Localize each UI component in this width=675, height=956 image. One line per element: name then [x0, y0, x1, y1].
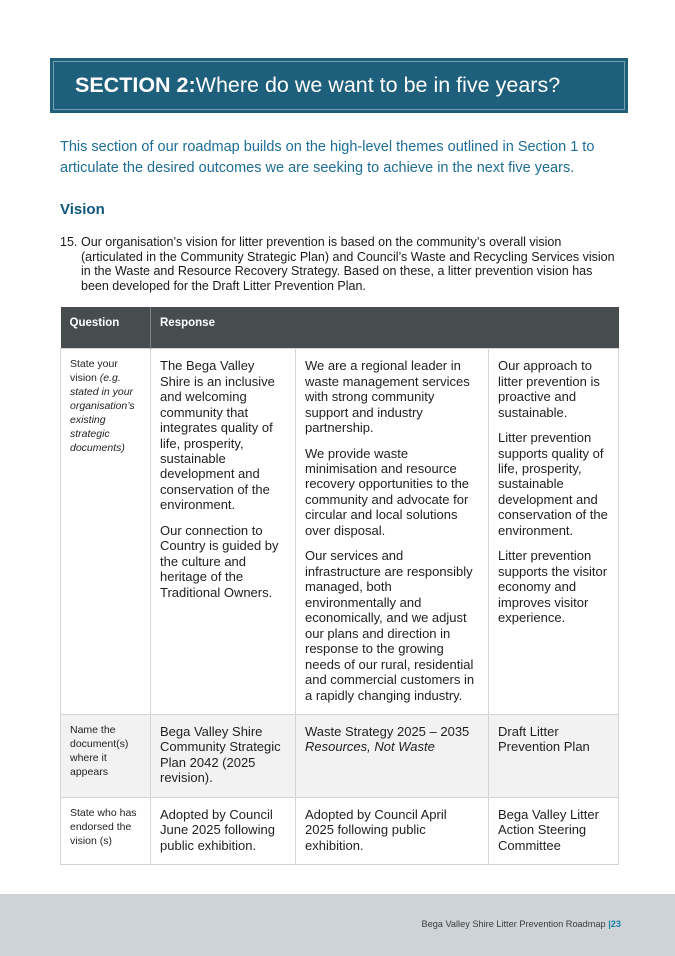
question-cell-endorsement: State who has endorsed the vision (s): [61, 797, 151, 864]
response-paragraph: Our connection to Country is guided by the culture and heritage of the Traditional Owners.: [160, 522, 279, 600]
footer-line: [421, 919, 621, 929]
response-paragraph: Our approach to litter prevention is proactive and sustainable.: [498, 358, 600, 420]
list-number: 15.: [60, 235, 78, 250]
question-text: State your vision: [70, 358, 118, 385]
response-paragraph: We provide waste minimisation and resource recovery opportunities to the community and advocate for circular and local solutions over disposal.: [305, 445, 470, 538]
table-row-documents: [61, 715, 619, 798]
list-text: Our organisation’s vision for litter prevention is based on the community’s overall vision (articulated in the Community Strategic Plan) and Council’s Waste and Recycling Services vision in the Waste and Resource Recovery Strategy. Based on these, a litter prevention vision has been developed for the Draft Litter Prevention Plan.: [81, 235, 615, 294]
response-cell-litter-document: Draft Litter Prevention Plan: [489, 715, 619, 798]
section-title: Where do we want to be in five years?: [195, 73, 561, 97]
table-row-endorsement: [61, 797, 619, 864]
intro-paragraph: This section of our roadmap builds on the high-level themes outlined in Section 1 to articulate the desired outcomes we are seeking to achieve in the next five years.: [60, 139, 595, 176]
numbered-paragraph-15: [60, 235, 618, 294]
response-paragraph: Waste Strategy 2025 – 2035: [305, 724, 470, 739]
section-number: SECTION 2:: [75, 73, 196, 97]
response-cell-waste-endorsement: Adopted by Council April 2025 following public exhibition.: [296, 797, 489, 864]
response-cell-waste-vision: [296, 349, 489, 715]
response-paragraph: Litter prevention supports the visitor economy and improves visitor experience.: [498, 548, 608, 626]
question-cell-vision: [61, 349, 151, 715]
response-cell-csp-vision: [151, 349, 296, 715]
footer-page-number: |23: [608, 919, 621, 929]
column-header-response: Response: [151, 307, 619, 349]
page-content: [60, 137, 618, 865]
response-cell-csp-endorsement: Adopted by Council June 2025 following public exhibition.: [151, 797, 296, 864]
response-paragraph: The Bega Valley Shire is an inclusive and welcoming community that integrates quality of life, prosperity, sustainable development and conservation of the environment.: [160, 358, 275, 513]
vision-table: [60, 307, 619, 866]
response-paragraph: We are a regional leader in waste management services with strong community support and industry partnership.: [305, 358, 470, 436]
vision-heading: Vision: [60, 201, 105, 219]
table-header-row: [61, 307, 619, 349]
response-paragraph: Our services and infrastructure are responsibly managed, both environmentally and economically, and we adjust our plans and direction in response to the growing needs of our rural, residential and commercial customers in a rapidly changing industry.: [305, 548, 475, 703]
response-paragraph-italic: Resources, Not Waste: [305, 739, 435, 755]
response-cell-litter-vision: [489, 349, 619, 715]
response-cell-litter-endorsement: Bega Valley Litter Action Steering Committee: [489, 797, 619, 864]
page-footer: [0, 894, 675, 956]
response-paragraph: Litter prevention supports quality of life, prosperity, sustainable development and conservation of the environment.: [498, 430, 608, 538]
column-header-question: Question: [61, 307, 151, 349]
question-text-italic: (e.g. stated in your organisation’s existing strategic documents): [70, 372, 135, 454]
question-cell-documents: Name the document(s) where it appears: [61, 715, 151, 798]
section-banner: [50, 58, 628, 113]
footer-document-title: Bega Valley Shire Litter Prevention Roadmap: [421, 919, 609, 929]
section-banner-frame: [53, 61, 625, 110]
response-cell-csp-document: Bega Valley Shire Community Strategic Plan 2042 (2025 revision).: [151, 715, 296, 798]
table-row-vision: [61, 349, 619, 715]
response-cell-waste-document: [296, 715, 489, 798]
